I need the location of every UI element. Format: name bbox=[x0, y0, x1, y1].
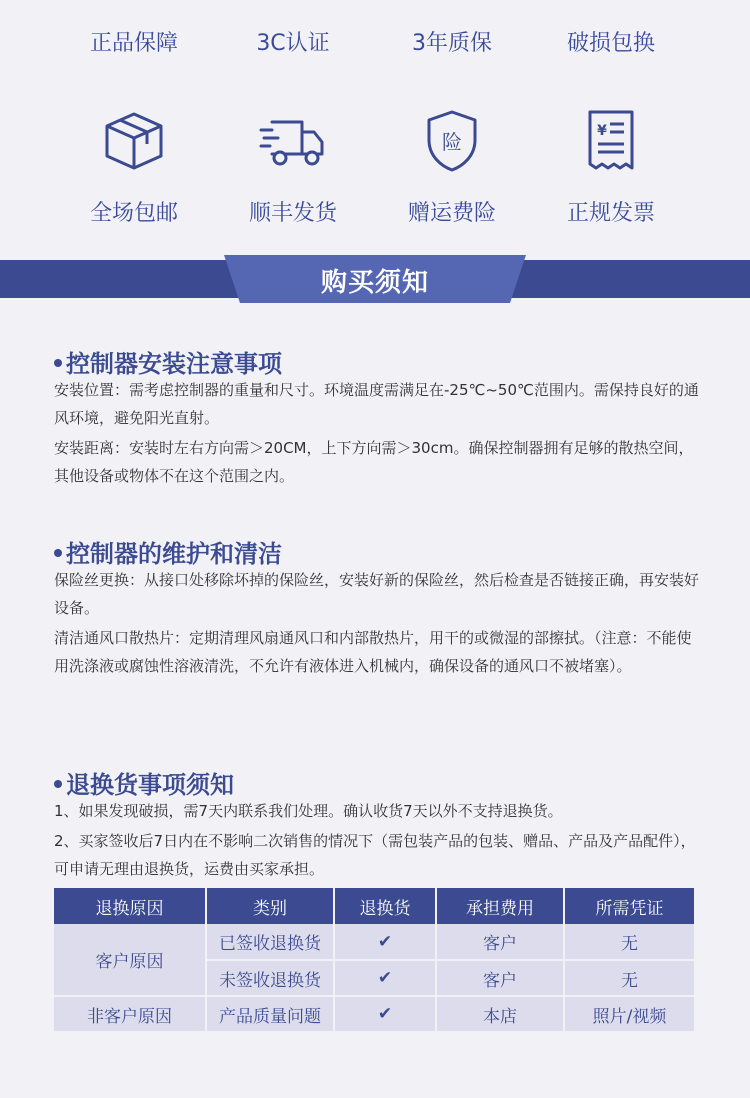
service-free-shipping bbox=[54, 108, 214, 226]
check-icon: ✔ bbox=[334, 960, 436, 996]
table-header-row bbox=[54, 888, 694, 924]
section-title-returns: 退换货事项须知 bbox=[54, 765, 234, 800]
header-exchange: 退换货 bbox=[334, 888, 436, 924]
table-row bbox=[54, 996, 694, 1032]
service-label: 正规发票 bbox=[566, 201, 655, 226]
service-label: 顺丰发货 bbox=[248, 201, 337, 226]
check-icon: ✔ bbox=[334, 996, 436, 1032]
guarantee-authentic: 正品保障 bbox=[89, 31, 178, 56]
header-fee: 承担费用 bbox=[436, 888, 564, 924]
header-proof: 所需凭证 bbox=[564, 888, 694, 924]
guarantee-labels bbox=[0, 26, 750, 62]
guarantee-3c: 3C认证 bbox=[256, 31, 330, 56]
guarantee-warranty: 3年质保 bbox=[412, 31, 492, 56]
category-cell: 产品质量问题 bbox=[206, 996, 334, 1032]
invoice-receipt-icon bbox=[576, 108, 646, 174]
returns-rule-1: 1、如果发现破损，需7天内联系我们处理。确认收货7天以外不支持退换货。 bbox=[54, 802, 563, 820]
header-category: 类别 bbox=[206, 888, 334, 924]
returns-table bbox=[54, 888, 694, 1033]
proof-cell: 无 bbox=[564, 960, 694, 996]
installation-position-text: 安装位置：需考虑控制器的重量和尺寸。环境温度需满足在-25℃~50℃范围内。需保持良好的通风环境，避免阳光直射。 bbox=[54, 381, 699, 427]
package-box-icon bbox=[99, 108, 169, 174]
delivery-truck-icon bbox=[258, 108, 328, 174]
returns-rule-2: 2、买家签收后7日内在不影响二次销售的情况下（需包装产品的包装、赠品、产品及产品配件），可申请无理由退换货，运费由买家承担。 bbox=[54, 832, 696, 878]
proof-cell: 无 bbox=[564, 924, 694, 960]
check-icon: ✔ bbox=[334, 924, 436, 960]
header-reason: 退换原因 bbox=[54, 888, 206, 924]
proof-cell: 照片/视频 bbox=[564, 996, 694, 1032]
vent-cleaning-text: 清洁通风口散热片：定期清理风扇通风口和内部散热片，用干的或微湿的部擦拭。（注意：不能使用洗涤液或腐蚀性溶液清洗，不允许有液体进入机械内，确保设备的通风口不被堵塞）。 bbox=[54, 629, 692, 675]
insurance-shield-icon bbox=[417, 108, 487, 174]
section-title-installation: 控制器安装注意事项 bbox=[54, 344, 282, 379]
service-sf-delivery bbox=[213, 108, 373, 226]
fee-cell: 客户 bbox=[436, 924, 564, 960]
installation-distance-text: 安装距离：安装时左右方向需＞20CM，上下方向需＞30cm。确保控制器拥有足够的散热空间，其他设备或物体不在这个范围之内。 bbox=[54, 439, 694, 485]
yen-glyph: ¥ bbox=[597, 123, 607, 139]
category-cell: 已签收退换货 bbox=[206, 924, 334, 960]
banner-title: 购买须知 bbox=[320, 268, 429, 298]
service-label: 全场包邮 bbox=[89, 201, 178, 226]
bullet-dot bbox=[54, 549, 62, 557]
fee-cell: 客户 bbox=[436, 960, 564, 996]
reason-cell: 客户原因 bbox=[54, 924, 206, 996]
bullet-dot bbox=[54, 359, 62, 367]
service-invoice bbox=[531, 108, 691, 226]
fee-cell: 本店 bbox=[436, 996, 564, 1032]
reason-cell: 非客户原因 bbox=[54, 996, 206, 1032]
insurance-glyph: 险 bbox=[442, 130, 462, 154]
table-row bbox=[54, 924, 694, 960]
bullet-dot bbox=[54, 780, 62, 788]
section-title-maintenance: 控制器的维护和清洁 bbox=[54, 534, 282, 569]
service-label: 赠运费险 bbox=[407, 201, 496, 226]
service-shipping-insurance bbox=[372, 108, 532, 226]
fuse-replacement-text: 保险丝更换：从接口处移除坏掉的保险丝，安装好新的保险丝，然后检查是否链接正确，再安装好设备。 bbox=[54, 571, 700, 617]
category-cell: 未签收退换货 bbox=[206, 960, 334, 996]
guarantee-replace: 破损包换 bbox=[566, 31, 655, 56]
